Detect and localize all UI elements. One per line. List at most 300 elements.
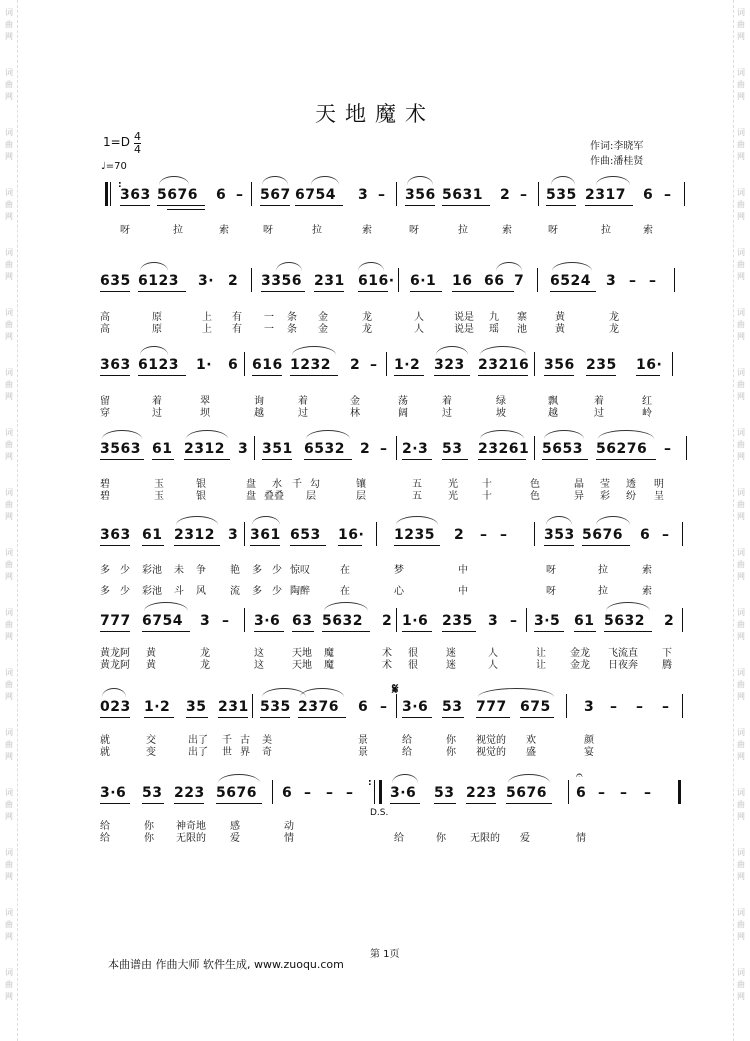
note-group: 363	[100, 527, 131, 543]
watermark-group	[2, 128, 16, 164]
staff-row-3	[96, 346, 688, 386]
watermark-char: 曲	[737, 440, 745, 449]
beam	[144, 717, 174, 718]
lyric: 术	[382, 660, 392, 671]
watermark-char: 曲	[5, 20, 13, 29]
slur	[218, 774, 260, 783]
note-group: 223	[466, 785, 497, 801]
lyric: 迷	[446, 648, 456, 659]
lyric: 魔	[324, 648, 334, 659]
watermark-group	[734, 548, 748, 584]
slur	[311, 176, 339, 185]
lyric: 很	[408, 648, 418, 659]
watermark-group	[2, 368, 16, 404]
lyric: 盛	[526, 747, 536, 758]
barline	[110, 182, 111, 206]
lyric: 欢	[526, 735, 536, 746]
lyric: 变	[146, 747, 156, 758]
note-group: –	[380, 441, 388, 457]
watermark-char: 词	[5, 428, 13, 437]
note-group: 2	[360, 441, 371, 457]
beam	[596, 459, 656, 460]
staff-row-5	[96, 516, 688, 556]
note-group: 6	[228, 357, 239, 373]
watermark-group	[2, 428, 16, 464]
lyric: 美	[262, 735, 272, 746]
lyric: 拉	[173, 225, 183, 236]
barline	[537, 268, 538, 292]
generator-credit: 本曲谱由 作曲大师 软件生成, www.zuoqu.com	[108, 958, 344, 971]
barline	[244, 608, 245, 632]
beam	[442, 717, 464, 718]
lyric: 叠叠	[264, 491, 284, 502]
lyric: 呀	[120, 225, 130, 236]
watermark-char: 曲	[5, 800, 13, 809]
barline	[244, 522, 245, 546]
note-group: –	[480, 527, 488, 543]
note-group: 5676	[216, 785, 257, 801]
slur	[606, 602, 650, 611]
watermark-group	[734, 428, 748, 464]
tempo-marking: ♩=70	[101, 161, 127, 172]
watermark-char: 曲	[5, 260, 13, 269]
note-group: 6	[640, 527, 651, 543]
watermark-char: 网	[737, 212, 745, 221]
barline	[538, 182, 539, 206]
beam	[174, 803, 204, 804]
watermark-char: 网	[5, 152, 13, 161]
barline	[672, 352, 673, 376]
lyric: 多	[100, 565, 110, 576]
note-group: 53	[142, 785, 163, 801]
credits	[590, 139, 643, 169]
beam	[586, 375, 616, 376]
lyric: 银	[196, 491, 206, 502]
lyric: 给	[402, 747, 412, 758]
lyric: 天地	[292, 660, 312, 671]
final-barline	[678, 780, 681, 804]
lyric: 动	[284, 821, 294, 832]
note-group: 363	[120, 187, 151, 203]
staff-row-8	[96, 768, 688, 818]
watermark-group	[734, 308, 748, 344]
beam	[100, 459, 144, 460]
lyric-line-8b	[96, 829, 688, 950]
watermark-char: 曲	[737, 140, 745, 149]
note-group: 2	[382, 613, 393, 629]
lyric: 黄龙阿	[100, 648, 130, 659]
lyric: 爱	[520, 833, 530, 844]
lyric: 过	[298, 408, 308, 419]
lyric: 魔	[324, 660, 334, 671]
note-group: 235	[586, 357, 617, 373]
lyric: 盘	[246, 479, 256, 490]
watermark-char: 曲	[5, 200, 13, 209]
watermark-group	[2, 608, 16, 644]
note-group: 6	[576, 785, 587, 801]
lyric: 你	[144, 821, 154, 832]
lyric: 拉	[598, 565, 608, 576]
note-group: 323	[434, 357, 465, 373]
lyric: 晶	[574, 479, 584, 490]
lyric: 索	[219, 225, 229, 236]
watermark-char: 网	[5, 812, 13, 821]
lyric: 透	[626, 479, 636, 490]
note-group: 53	[442, 699, 463, 715]
lyric: 迷	[446, 660, 456, 671]
lyric: 条	[287, 324, 297, 335]
watermark-group	[734, 728, 748, 764]
watermark-char: 网	[5, 392, 13, 401]
barline	[682, 522, 683, 546]
barline	[684, 182, 685, 206]
lyric: 龙	[200, 648, 210, 659]
watermark-char: 词	[737, 428, 745, 437]
note-group: 6123	[138, 273, 179, 289]
beam	[184, 459, 230, 460]
slur	[552, 262, 592, 271]
watermark-char: 曲	[5, 620, 13, 629]
lyric: 过	[152, 408, 162, 419]
note-group: 1·6	[402, 613, 429, 629]
watermark-char: 曲	[5, 500, 13, 509]
watermark-char: 词	[5, 8, 13, 17]
note-group: 16·	[338, 527, 365, 543]
beam	[290, 545, 326, 546]
lyric: 人	[414, 312, 424, 323]
lyric: 五	[412, 479, 422, 490]
watermark-char: 网	[5, 572, 13, 581]
lyric: 彩池	[142, 565, 162, 576]
beam	[506, 803, 552, 804]
lyric: 颜	[584, 735, 594, 746]
note-group: –	[520, 187, 528, 203]
watermark-group	[2, 308, 16, 344]
note-group: 5632	[604, 613, 645, 629]
slur	[407, 176, 433, 185]
beam	[186, 717, 208, 718]
barline	[376, 522, 377, 546]
watermark-char: 曲	[5, 380, 13, 389]
note-group: 361	[250, 527, 281, 543]
watermark-char: 词	[5, 848, 13, 857]
lyric: 给	[394, 833, 404, 844]
lyric: 黄龙阿	[100, 660, 130, 671]
lyric: 未	[174, 565, 184, 576]
lyric: 红	[642, 396, 652, 407]
watermark-group	[2, 968, 16, 1004]
lyric: 有	[232, 324, 242, 335]
staff-row-7	[96, 680, 688, 728]
lyric: 五	[412, 491, 422, 502]
note-group: 1·2	[144, 699, 171, 715]
watermark-char: 曲	[5, 140, 13, 149]
lyric: 情	[284, 833, 294, 844]
watermark-group	[2, 8, 16, 44]
beam	[434, 803, 456, 804]
lyric: 惊叹	[290, 565, 310, 576]
beam	[544, 375, 574, 376]
watermark-char: 网	[737, 932, 745, 941]
watermark-char: 词	[737, 908, 745, 917]
barline	[374, 780, 375, 804]
lyric: 阔	[398, 408, 408, 419]
note-group: –	[662, 699, 670, 715]
beam	[544, 545, 574, 546]
watermark-group	[734, 968, 748, 1004]
watermark-group	[2, 488, 16, 524]
watermark-char: 网	[5, 272, 13, 281]
watermark-group	[734, 788, 748, 824]
note-group: 66	[484, 273, 505, 289]
lyric: 无限的	[470, 833, 500, 844]
lyric: 呀	[548, 225, 558, 236]
watermark-char: 词	[5, 68, 13, 77]
note-group: 3	[228, 527, 239, 543]
lyric: 龙	[609, 324, 619, 335]
watermark-char: 词	[737, 848, 745, 857]
watermark-group	[734, 608, 748, 644]
beam	[120, 205, 150, 206]
beam	[100, 717, 130, 718]
beam	[476, 717, 510, 718]
note-group: –	[370, 357, 378, 373]
watermark-group	[734, 188, 748, 224]
beam	[314, 291, 344, 292]
note-group: –	[510, 613, 518, 629]
lyric: 条	[287, 312, 297, 323]
lyric: 情	[576, 833, 586, 844]
note-group: 3	[584, 699, 595, 715]
watermark-char: 词	[737, 368, 745, 377]
lyric: 过	[594, 408, 604, 419]
barline	[674, 268, 675, 292]
lyric: 光	[448, 491, 458, 502]
lyric: 层	[356, 491, 366, 502]
watermark-char: 曲	[737, 320, 745, 329]
slur	[480, 430, 524, 439]
slur	[292, 346, 336, 355]
watermark-char: 曲	[5, 860, 13, 869]
watermark-char: 网	[5, 32, 13, 41]
slur	[102, 688, 126, 697]
lyric: 世	[222, 747, 232, 758]
watermark-char: 词	[5, 548, 13, 557]
beam	[405, 205, 435, 206]
beam	[298, 717, 346, 718]
barline	[254, 436, 255, 460]
note-group: –	[620, 785, 628, 801]
note-group: 535	[260, 699, 291, 715]
slur	[596, 176, 630, 185]
note-group: –	[662, 527, 670, 543]
note-group: 16	[452, 273, 473, 289]
note-group: 5653	[542, 441, 583, 457]
page-number: 第 1页	[370, 949, 400, 960]
lyric: 勾	[310, 479, 320, 490]
beam	[442, 459, 468, 460]
lyric: 有	[232, 312, 242, 323]
staff-row-1	[96, 176, 688, 216]
beam	[142, 631, 190, 632]
note-group: 2	[454, 527, 465, 543]
lyric: 盘	[246, 491, 256, 502]
note-group: –	[378, 187, 386, 203]
barline	[244, 352, 245, 376]
beam	[410, 291, 442, 292]
note-group: 3	[238, 441, 249, 457]
watermark-char: 网	[737, 512, 745, 521]
note-group: 1235	[394, 527, 435, 543]
watermark-char: 词	[5, 608, 13, 617]
lyric: 龙	[200, 660, 210, 671]
beam	[290, 375, 338, 376]
note-group: 5676	[506, 785, 547, 801]
watermark-char: 曲	[5, 80, 13, 89]
note-group: 6·1	[410, 273, 437, 289]
watermark-char: 网	[737, 992, 745, 1001]
barline	[534, 352, 535, 376]
note-group: 6532	[304, 441, 345, 457]
note-group: 61	[152, 441, 173, 457]
watermark-char: 曲	[737, 380, 745, 389]
barline	[396, 436, 397, 460]
barline	[251, 182, 252, 206]
note-group: 1232	[290, 357, 331, 373]
lyric: 留	[100, 396, 110, 407]
lyric: 呈	[654, 491, 664, 502]
note-group: 7	[514, 273, 525, 289]
watermark-char: 曲	[5, 440, 13, 449]
time-top: 4	[134, 130, 141, 143]
note-group: –	[664, 441, 672, 457]
lyric: 越	[548, 408, 558, 419]
watermark-char: 词	[737, 128, 745, 137]
slur	[544, 430, 584, 439]
lyric: 给	[100, 833, 110, 844]
note-group: 223	[174, 785, 205, 801]
lyric: 出了	[188, 735, 208, 746]
lyric: 索	[642, 565, 652, 576]
watermark-char: 词	[5, 968, 13, 977]
beam	[254, 631, 284, 632]
beam	[260, 205, 290, 206]
note-group: 23261	[478, 441, 530, 457]
note-group: 63	[292, 613, 313, 629]
lyric: 爱	[230, 833, 240, 844]
watermark-char: 网	[737, 152, 745, 161]
lyric: 镶	[356, 479, 366, 490]
lyric: 呀	[263, 225, 273, 236]
lyric: 纷	[626, 491, 636, 502]
watermark-char: 词	[5, 128, 13, 137]
note-group: 1·2	[394, 357, 421, 373]
lyric: 人	[488, 648, 498, 659]
lyric: 人	[414, 324, 424, 335]
note-group: 56276	[596, 441, 648, 457]
lyric: 玉	[154, 491, 164, 502]
time-bottom: 4	[134, 143, 141, 156]
slur	[596, 516, 630, 525]
note-group: –	[500, 527, 508, 543]
beam	[542, 459, 588, 460]
watermark-char: 网	[5, 632, 13, 641]
beam	[574, 631, 596, 632]
watermark-group	[734, 8, 748, 44]
beam	[390, 803, 420, 804]
note-group: 6	[216, 187, 227, 203]
lyric: 呀	[409, 225, 419, 236]
ds-marking: D.S.	[370, 808, 389, 818]
barline	[252, 694, 253, 718]
note-group: 3·6	[100, 785, 127, 801]
watermark-char: 曲	[737, 560, 745, 569]
lyric: 玉	[154, 479, 164, 490]
note-group: –	[380, 699, 388, 715]
lyric: 彩	[600, 491, 610, 502]
lyric: 岭	[642, 408, 652, 419]
lyric: 梦	[394, 565, 404, 576]
watermark-group	[734, 488, 748, 524]
lyric: 拉	[458, 225, 468, 236]
lyric: 一	[264, 312, 274, 323]
lyric: 争	[196, 565, 206, 576]
lyric: 索	[502, 225, 512, 236]
beam	[100, 631, 130, 632]
key-signature: 1=D	[103, 135, 130, 149]
lyric: 色	[530, 491, 540, 502]
lyric: 风	[196, 586, 206, 597]
left-watermark-column	[2, 0, 16, 1041]
slur	[551, 176, 575, 185]
beam	[546, 205, 576, 206]
lyric: 金龙	[570, 648, 590, 659]
note-group: 3·	[198, 273, 215, 289]
watermark-group	[2, 908, 16, 944]
lyric: 日夜奔	[608, 660, 638, 671]
watermark-char: 曲	[737, 500, 745, 509]
beam	[216, 803, 262, 804]
lyric: 给	[402, 735, 412, 746]
slur	[508, 774, 550, 783]
note-group: 2	[350, 357, 361, 373]
beam	[152, 459, 174, 460]
beam	[358, 291, 388, 292]
lyric: 说是	[454, 324, 474, 335]
watermark-char: 曲	[5, 740, 13, 749]
lyric: 中	[458, 586, 468, 597]
lyric: 感	[230, 821, 240, 832]
note-group: 616·	[358, 273, 395, 289]
watermark-char: 曲	[737, 860, 745, 869]
watermark-char: 词	[5, 308, 13, 317]
lyric: 就	[100, 735, 110, 746]
watermark-char: 曲	[737, 620, 745, 629]
lyric: 中	[458, 565, 468, 576]
lyric: 原	[152, 324, 162, 335]
note-group: 567	[260, 187, 291, 203]
watermark-char: 曲	[5, 920, 13, 929]
slur	[144, 602, 188, 611]
beam	[100, 803, 130, 804]
lyric: 飘	[548, 396, 558, 407]
note-group: 6123	[138, 357, 179, 373]
lyric: 索	[643, 225, 653, 236]
watermark-char: 网	[5, 872, 13, 881]
lyric: 你	[446, 747, 456, 758]
slur	[262, 176, 288, 185]
watermark-group	[2, 188, 16, 224]
